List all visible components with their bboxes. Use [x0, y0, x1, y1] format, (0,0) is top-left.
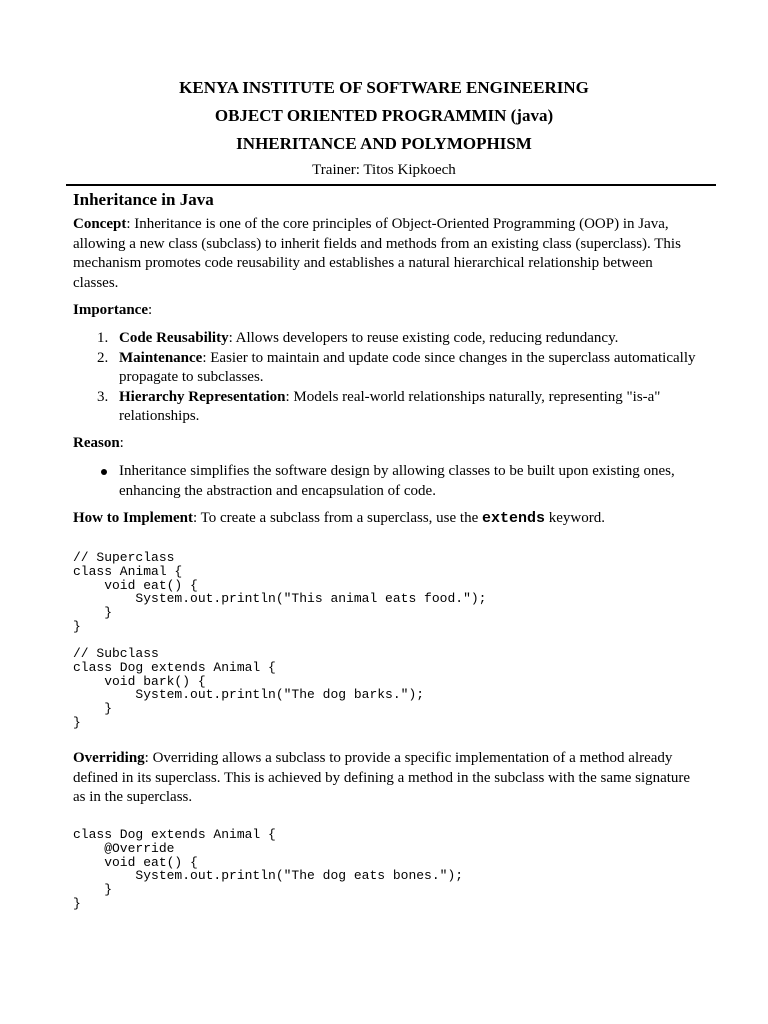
reason-label: Reason [73, 435, 120, 451]
reason-list [73, 462, 698, 501]
importance-list [73, 329, 698, 427]
bullet-icon [101, 469, 107, 475]
implement-label: How to Implement [73, 510, 193, 526]
overriding-paragraph: Overriding: Overriding allows a subclass to provide a specific implementation of a method already defined in its superclass. This is achieved by defining a method in the subclass with the same signature as in the superclass. [73, 750, 691, 805]
list-item: 1. Code Reusability: Allows developers to reuse existing code, reducing redundancy. [97, 330, 619, 346]
reason-heading: Reason: [73, 435, 124, 451]
list-item: 2. Maintenance: Easier to maintain and update code since changes in the superclass automatically propagate to subclasses. [97, 349, 696, 385]
code-block-subclass: // Subclass class Dog extends Animal { void bark() { System.out.println("The dog barks."); } } [73, 646, 425, 730]
header-divider [66, 184, 716, 186]
overriding-label: Overriding [73, 750, 145, 766]
code-block-superclass: // Superclass class Animal { void eat() { System.out.println("This animal eats food."); } } [73, 550, 487, 634]
list-item: 3. Hierarchy Representation: Models real-world relationships naturally, representing "is-a" relationships. [97, 388, 661, 424]
importance-heading: Importance: [73, 302, 153, 318]
concept-text: : Inheritance is one of the core principles of Object-Oriented Programming (OOP) in Java, allowing a new class (subclass) to inherit fields and methods from an existing class (superclass). This mechanism promotes code reusability and establishes a natural hierarchical relationship between classes. [73, 216, 681, 291]
institute-title: KENYA INSTITUTE OF SOFTWARE ENGINEERING [179, 78, 589, 97]
extends-keyword: extends [482, 510, 546, 527]
importance-label: Importance [73, 302, 148, 318]
code-block-override: class Dog extends Animal { @Override void eat() { System.out.println("The dog eats bones."); } } [73, 827, 464, 911]
section-heading: Inheritance in Java [73, 190, 214, 209]
list-item: Inheritance simplifies the software design by allowing classes to be built upon existing ones, enhancing the abstraction and encapsulation of code. [73, 462, 698, 501]
trainer-line: Trainer: Titos Kipkoech [312, 162, 456, 178]
topic-title: INHERITANCE AND POLYMOPHISM [236, 134, 532, 153]
concept-paragraph [73, 215, 698, 293]
concept-label: Concept [73, 216, 127, 232]
implement-paragraph: How to Implement: To create a subclass from a superclass, use the extends keyword. [73, 510, 606, 527]
course-title: OBJECT ORIENTED PROGRAMMIN (java) [214, 106, 554, 125]
